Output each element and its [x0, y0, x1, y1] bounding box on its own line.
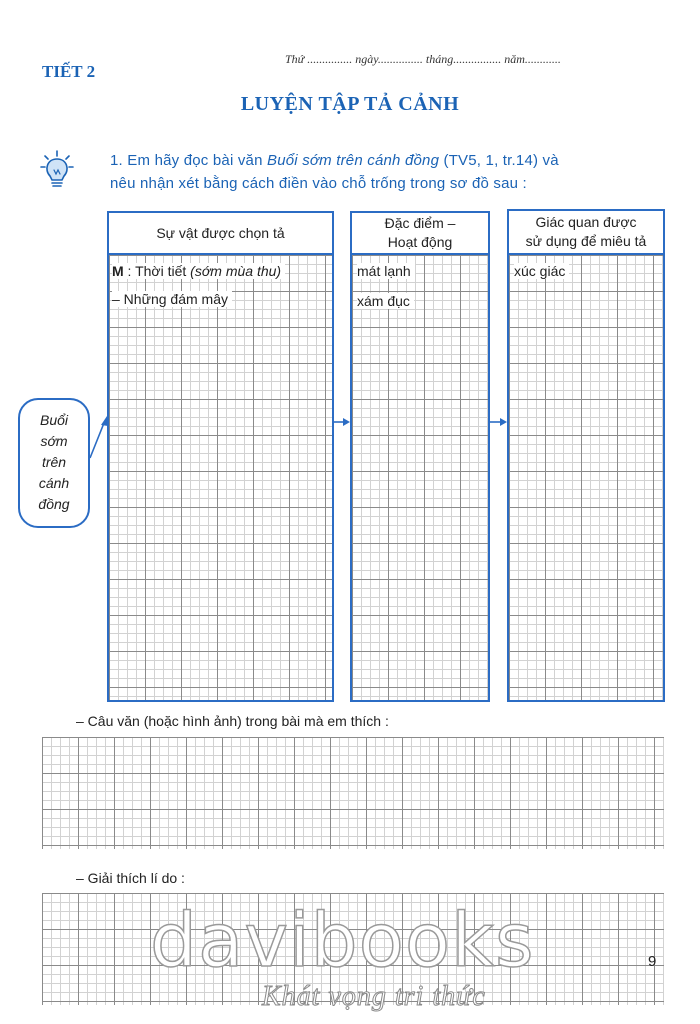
- column-2-header-line: Hoạt động: [387, 234, 453, 250]
- reason-prompt: – Giải thích lí do :: [76, 870, 185, 886]
- watermark-brand: davibooks: [150, 898, 535, 984]
- example-marker: M: [112, 263, 124, 279]
- exercise-text-start: Em hãy đọc bài văn: [127, 152, 268, 169]
- column-3-entry-1: xúc giác: [514, 263, 569, 279]
- bubble-line: cánh: [38, 475, 70, 491]
- column-1-header-text: Sự vật được chọn tả: [156, 224, 285, 241]
- column-2-entry-1: mát lạnh: [357, 263, 415, 279]
- column-3-header-line: sử dụng để miêu tả: [525, 233, 647, 249]
- favorite-prompt: – Câu văn (hoặc hình ảnh) trong bài mà em thích :: [76, 713, 389, 729]
- page-number: 9: [648, 953, 657, 970]
- exercise-line-2: nêu nhận xét bằng cách điền vào chỗ trống trong sơ đồ sau :: [110, 175, 527, 192]
- arrow-col1-col2-head: [343, 418, 350, 426]
- date-line: Thứ ............... ngày............... tháng................ năm............: [285, 52, 561, 66]
- bubble-arrowhead: [101, 416, 108, 426]
- watermark-slogan: Khát vọng tri thức: [262, 981, 486, 1012]
- bubble-line: trên: [41, 454, 67, 470]
- favorite-writing-area[interactable]: [42, 737, 664, 849]
- entry-italic: (sớm mùa thu): [190, 263, 282, 279]
- bubble-line: sớm: [40, 433, 68, 449]
- arrow-col2-col3-head: [500, 418, 507, 426]
- column-1-entry-2: – Những đám mây: [112, 291, 232, 307]
- exercise-number: 1.: [110, 152, 123, 169]
- exercise-text-end: (TV5, 1, tr.14) và: [439, 152, 559, 169]
- bubble-arrow: [90, 423, 104, 458]
- bubble-line: Buổi: [39, 412, 69, 428]
- column-2-header-line: Đặc điểm –: [384, 215, 456, 231]
- story-title: Buổi sớm trên cánh đồng: [267, 152, 440, 169]
- page-title: LUYỆN TẬP TẢ CẢNH: [240, 93, 460, 115]
- bubble-line: đồng: [38, 496, 70, 512]
- column-3-header-line: Giác quan được: [535, 214, 637, 230]
- entry-text: : Thời tiết: [123, 263, 191, 279]
- column-2-entry-2: xám đục: [357, 293, 414, 309]
- lesson-label: TIẾT 2: [42, 62, 96, 81]
